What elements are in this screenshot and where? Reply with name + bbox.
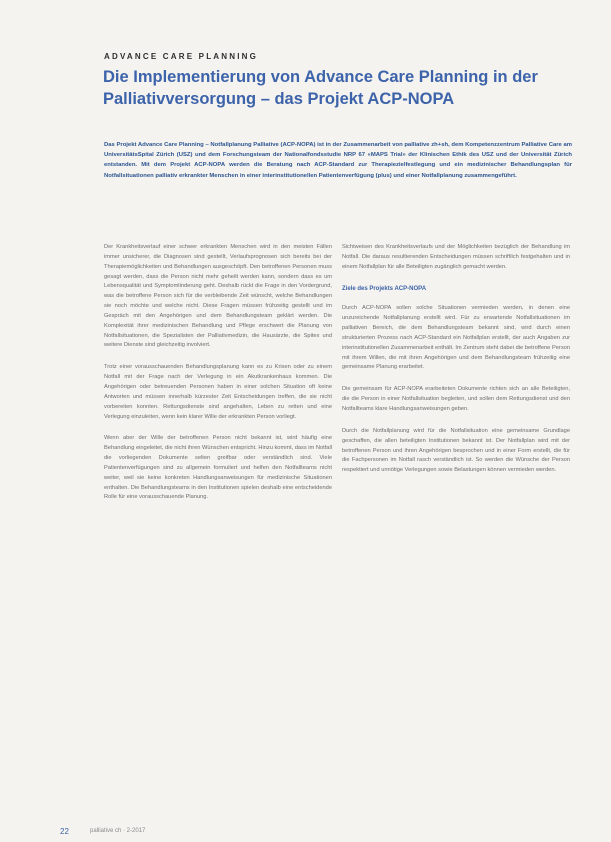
left-column	[104, 243, 332, 515]
section-heading: Ziele des Projekts ACP-NOPA	[342, 285, 427, 292]
page-number: 22	[60, 827, 69, 836]
body-paragraph: Die gemeinsam für ACP-NOPA erarbeiteten Dokumente richten sich an alle Beteiligten, die die Person in einer Notfallsituation begleiten, und sollen dem Rettungsdienst und den Notfallteams klare Handlungsanweisungen geben.	[342, 386, 570, 412]
right-column	[342, 243, 570, 488]
body-paragraph: Durch die Notfallplanung wird für die Notfallsituation eine gemeinsame Grundlage geschaffen, die allen beteiligten Institutionen bekannt ist. Der Notfallplan wird mit der betroffenen Person und ihren Angehörigen besprochen und in einer Form erstellt, die für die Fachpersonen im Notfall rasch verständlich ist. So werden die Wünsche der Person respektiert und unnötige Verlegungen sowie Belastungen können vermieden werden.	[342, 427, 570, 474]
page-footer	[0, 827, 611, 839]
body-paragraph: Wenn aber der Wille der betroffenen Person nicht bekannt ist, wird häufig eine Behandlung eingeleitet, die nicht ihren Wünschen entspricht. Hinzu kommt, dass im Notfall die vorliegenden Dokumente selten greifbar oder verständlich sind. Viele Patientenverfügungen sind zu allgemein formuliert und helfen den Notfallteams nicht weiter, weil sie keine konkreten Handlungsanweisungen für medizinische Situationen enthalten. Die Behandlungsteams in den Institutionen spielen deshalb eine entscheidende Rolle für eine vorausschauende Planung.	[104, 435, 332, 501]
article-lead: Das Projekt Advance Care Planning – Notfallplanung Palliative (ACP-NOPA) ist in der Zusammenarbeit von palliative zh+sh, dem Kompetenzzentrum Palliative Care am UniversitätsSpital Zürich (USZ) und dem Forschungsteam der Nationalfondsstudie NRP 67 «MAPS Trial» der Klinischen Ethik des USZ und der Universität Zürich entstanden. Mit dem Projekt ACP-NOPA werden die Beratung nach ACP-Standard zur Therapiezielfestlegung und ein medizinischer Behandlungsplan für Notfallsituationen palliativ erkrankter Menschen in einer interinstitutionellen Patientenverfügung (plus) und einer Notfallplanung zusammengeführt.	[104, 142, 572, 179]
body-paragraph: Der Krankheitsverlauf einer schwer erkrankten Menschen wird in den meisten Fällen immer unsicherer, die Diagnosen sind gestellt, Verlaufsprognosen sich bereits bei der Therapiemöglichkeiten und Behandlungen ausgeschöpft. Den betroffenen Personen muss gesagt werden, dass die Person nicht mehr geheilt werden kann, sondern dass es um Lebensqualität und Symptomlinderung geht. Deshalb rückt die Frage in den Vordergrund, was die betroffene Person sich für die verbleibende Zeit wünscht, welche Behandlungen sie noch möchte und welche nicht. Diese Fragen müssen frühzeitig gestellt und im Gespräch mit den Angehörigen und dem Behandlungsteam geklärt werden. Die Komplexität ihrer medizinischen Behandlung und Pflege erschwert die Planung von Notfallsituationen, die Spezialisten der Palliativmedizin, die Hausärzte, die Spitex und weitere Dienste sind gleichzeitig involviert.	[104, 244, 332, 349]
article-title: Die Implementierung von Advance Care Planning in der Palliativversorgung – das Projekt ACP-NOPA	[103, 68, 538, 108]
issue-label: palliative ch · 2-2017	[90, 828, 146, 834]
body-paragraph: Trotz einer vorausschauenden Behandlungsplanung kann es zu Krisen oder zu einem Notfall mit der Frage nach der Verlegung in ein Akutkrankenhaus kommen. Die Angehörigen oder betreuenden Personen haben in einer solchen Situation oft keine Antworten und müssen innerhalb kürzester Zeit Entscheidungen treffen, die sie nicht vorbereiten konnten. Rettungsdienste sind angehalten, Leben zu retten und eine Verlegung einzuleiten, wenn kein klarer Wille der erkrankten Person vorliegt.	[104, 364, 332, 420]
body-paragraph: Durch ACP-NOPA sollen solche Situationen vermieden werden, in denen eine unzureichende Notfallplanung erstellt wird. Für zu erwartende Notfallsituationen im palliativen Bereich, die dem Behandlungsteam bekannt sind, wird durch einen strukturierten Prozess nach ACP-Standard ein Notfallplan erstellt, der auch Angaben zur interinstitutionellen Zusammenarbeit enthält. Im Zentrum steht dabei die betroffene Person mit ihrem Willen, die mit ihren Angehörigen und dem Behandlungsteam frühzeitig eine gemeinsame Planung erarbeitet.	[342, 305, 570, 371]
section-kicker: ADVANCE CARE PLANNING	[104, 52, 259, 61]
body-paragraph: Sichtweisen des Krankheitsverlaufs und der Möglichkeiten bezüglich der Behandlung im Notfall. Die daraus resultierenden Entscheidungen müssen schriftlich festgehalten und in einem Notfallplan für alle Beteiligten zugänglich gemacht werden.	[342, 244, 570, 270]
